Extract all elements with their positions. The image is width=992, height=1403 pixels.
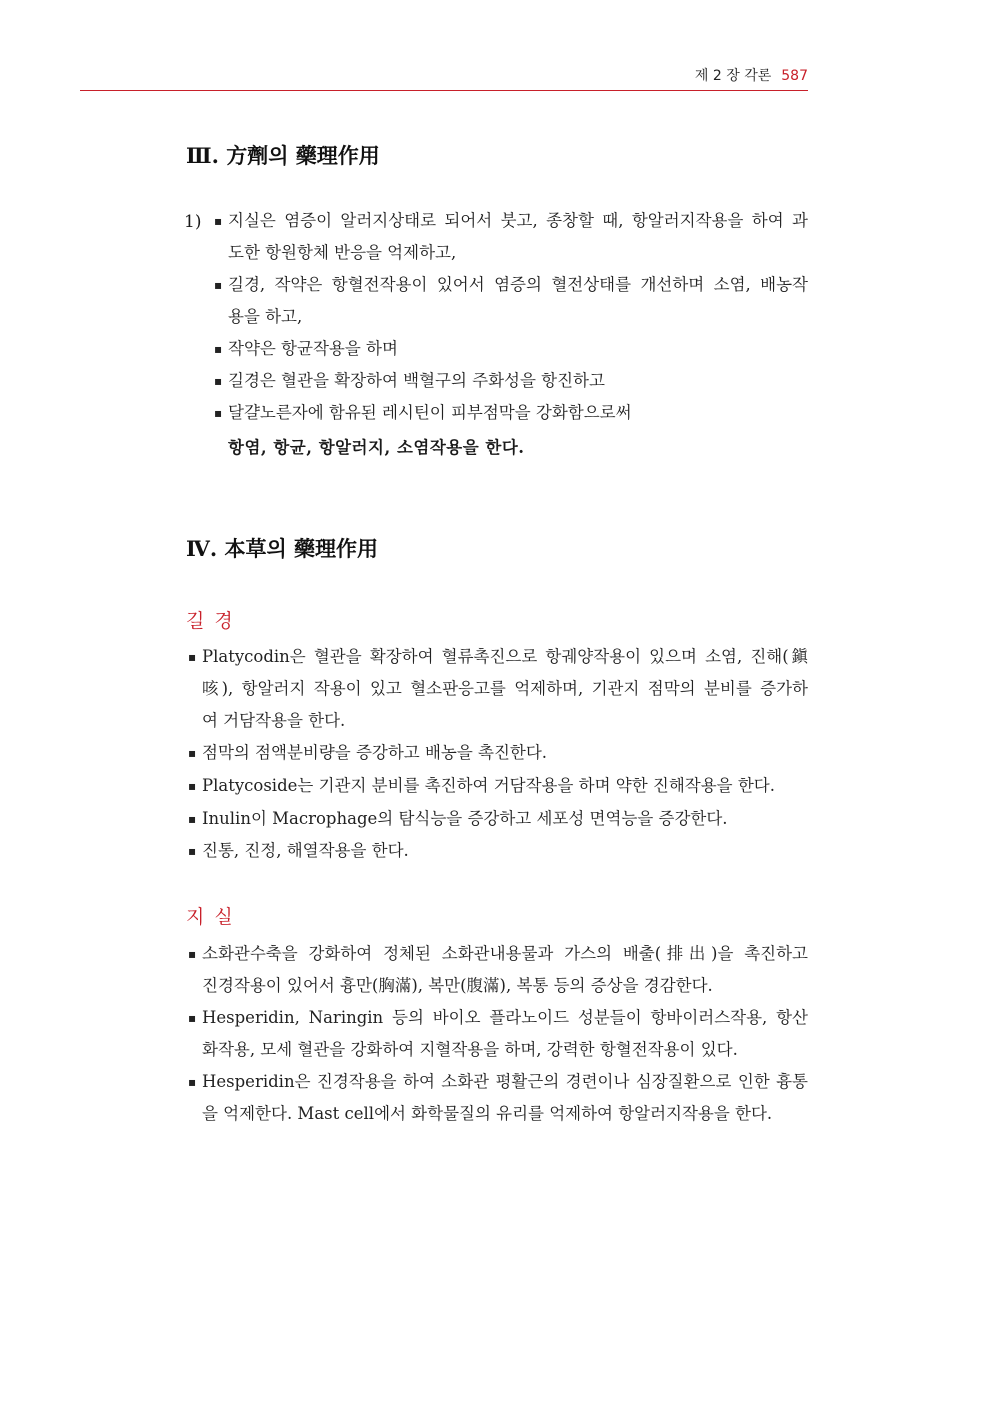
list-item <box>214 269 808 333</box>
bullet-icon: ▪ <box>214 214 223 228</box>
summary-line: 항염, 항균, 항알러지, 소염작용을 한다. <box>228 438 525 457</box>
item-line: 여 거담작용을 한다. <box>202 711 346 730</box>
list-item <box>214 333 808 365</box>
item-line: 달걀노른자에 함유된 레시틴이 피부점막을 강화함으로써 <box>228 403 632 422</box>
list-number: 1) <box>184 212 202 232</box>
list-item <box>188 938 808 1002</box>
item-line: 화작용, 모세 혈관을 강화하여 지혈작용을 하며, 강력한 항혈전작용이 있다. <box>202 1040 738 1059</box>
item-line: Hesperidin, Naringin 등의 바이오 플라노이드 성분들이 항바이러스작용, 항산 <box>202 1008 808 1027</box>
list-item <box>188 1066 808 1130</box>
list-item <box>188 770 808 802</box>
bullet-icon: ▪ <box>214 406 223 420</box>
item-line: 점막의 점액분비량을 증강하고 배농을 촉진한다. <box>202 743 548 762</box>
header-info <box>695 65 808 85</box>
list-item <box>188 641 808 737</box>
list-item <box>188 1002 808 1066</box>
page-number: 587 <box>781 68 808 84</box>
item-line: Platycoside는 기관지 분비를 촉진하여 거담작용을 하며 약한 진해작용을 한다. <box>202 776 775 795</box>
bullet-icon: ▪ <box>188 1075 197 1089</box>
section-4-title: Ⅳ. 本草의 藥理作用 <box>186 536 379 561</box>
item-line: 咳), 항알러지 작용이 있고 혈소판응고를 억제하며, 기관지 점막의 분비를 증가하 <box>202 679 808 698</box>
bullet-icon: ▪ <box>188 650 197 664</box>
list-item <box>214 205 808 269</box>
page-header <box>80 62 808 91</box>
bullet-icon: ▪ <box>188 812 197 826</box>
chapter-label: 제 2 장 각론 <box>694 68 772 84</box>
bullet-icon: ▪ <box>214 278 223 292</box>
herb-title: 지실 <box>186 906 243 928</box>
list-item <box>188 803 808 835</box>
bullet-icon: ▪ <box>214 342 223 356</box>
list-item <box>188 835 808 867</box>
list-item <box>188 737 808 769</box>
bullet-icon: ▪ <box>188 1011 197 1025</box>
bullet-icon: ▪ <box>188 844 197 858</box>
item-line: 작약은 항균작용을 하며 <box>228 339 398 358</box>
item-line: 진통, 진정, 해열작용을 한다. <box>202 841 409 860</box>
item-line: 진경작용이 있어서 흉만(胸滿), 복만(腹滿), 복통 등의 증상을 경감한다. <box>202 976 713 995</box>
item-line: 소화관수축을 강화하여 정체된 소화관내용물과 가스의 배출(排出)을 촉진하고 <box>202 944 808 963</box>
item-line: 길경, 작약은 항혈전작용이 있어서 염증의 혈전상태를 개선하며 소염, 배농작 <box>228 275 808 294</box>
bullet-icon: ▪ <box>188 746 197 760</box>
list-item <box>214 365 808 397</box>
bullet-icon: ▪ <box>188 779 197 793</box>
item-line: 도한 항원항체 반응을 억제하고, <box>228 243 457 262</box>
item-line: 용을 하고, <box>228 307 303 326</box>
item-line: 지실은 염증이 알러지상태로 되어서 붓고, 종창할 때, 항알러지작용을 하여 과 <box>228 211 808 230</box>
section-3-title: Ⅲ. 方劑의 藥理作用 <box>186 143 380 168</box>
item-line: Hesperidin은 진경작용을 하여 소화관 평활근의 경련이나 심장질환으로 인한 흉통 <box>202 1072 808 1091</box>
item-line: 을 억제한다. Mast cell에서 화학물질의 유리를 억제하여 항알러지작용을 한다. <box>202 1104 773 1123</box>
list-item <box>214 397 808 429</box>
item-line: 길경은 혈관을 확장하여 백혈구의 주화성을 항진하고 <box>228 371 605 390</box>
bullet-icon: ▪ <box>214 374 223 388</box>
bullet-icon: ▪ <box>188 947 197 961</box>
item-line: Platycodin은 혈관을 확장하여 혈류촉진으로 항궤양작용이 있으며 소염, 진해(鎭 <box>202 647 808 666</box>
item-line: Inulin이 Macrophage의 탐식능을 증강하고 세포성 면역능을 증강한다. <box>202 809 728 828</box>
herb-title: 길경 <box>186 610 243 632</box>
